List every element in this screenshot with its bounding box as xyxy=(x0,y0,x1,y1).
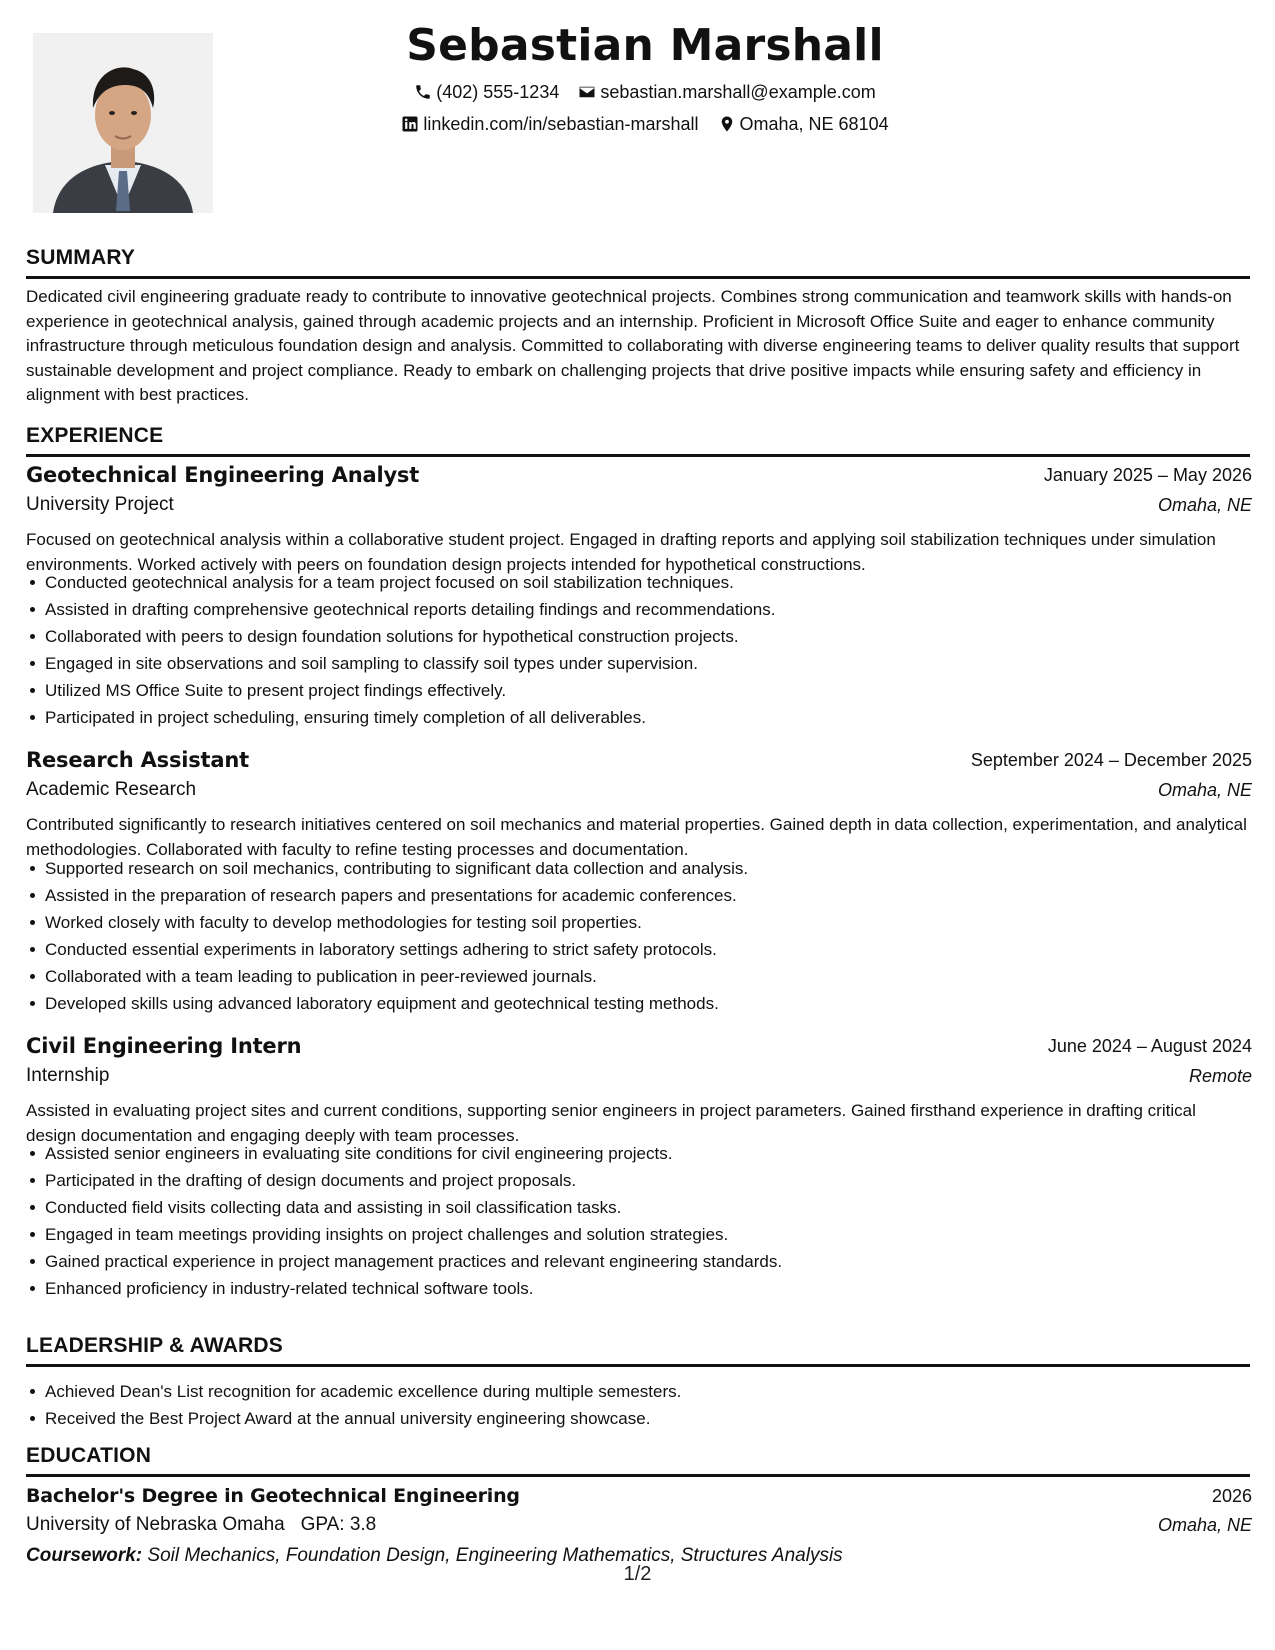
experience-heading: EXPERIENCE xyxy=(26,424,1250,457)
job-location: Omaha, NE xyxy=(1157,495,1252,515)
list-item: Conducted essential experiments in laboratory settings adhering to strict safety protocols. xyxy=(26,936,1250,963)
location-contact xyxy=(718,113,889,135)
job-bullets xyxy=(26,569,1250,731)
job-org: Academic Research xyxy=(26,779,197,800)
school-line xyxy=(26,1514,376,1536)
list-item: Achieved Dean's List recognition for academic excellence during multiple semesters. xyxy=(26,1378,1250,1405)
education-heading: EDUCATION xyxy=(26,1444,1250,1477)
job-org: Internship xyxy=(26,1065,110,1086)
location-text: Omaha, NE 68104 xyxy=(739,114,889,134)
coursework-list: Soil Mechanics, Foundation Design, Engineering Mathematics, Structures Analysis xyxy=(147,1545,843,1566)
job-description: Contributed significantly to research initiatives centered on soil mechanics and material properties. Gained depth in data collection, experimentation, and analytical methodologies. Collaborated with faculty to refine testing processes and documentation. xyxy=(26,815,1247,859)
job-description: Assisted in evaluating project sites and current conditions, supporting senior engineers in project parameters. Gained firsthand experience in drafting critical design documentation and engaging deeply with team processes. xyxy=(26,1101,1196,1145)
list-item: Participated in the drafting of design documents and project proposals. xyxy=(26,1167,1250,1194)
job-dates: January 2025 – May 2026 xyxy=(1043,465,1252,485)
email-text: sebastian.marshall@example.com xyxy=(600,82,876,102)
graduation-year: 2026 xyxy=(1211,1486,1252,1506)
list-item: Worked closely with faculty to develop methodologies for testing soil properties. xyxy=(26,909,1250,936)
job-title: Geotechnical Engineering Analyst xyxy=(26,463,420,487)
list-item: Conducted field visits collecting data and assisting in soil classification tasks. xyxy=(26,1194,1250,1221)
summary-text: Dedicated civil engineering graduate ready to contribute to innovative geotechnical projects. Combines strong communication and teamwork skills with hands-on experience in geotechnical analysis, gained through academic projects and an internship. Proficient in Microsoft Office Suite and eager to enhance community infrastructure through meticulous foundation design and analysis. Committed to collaborating with diverse engineering teams to deliver quality results that support sustainable development and project compliance. Ready to embark on challenging projects that drive positive impacts while ensuring safety and efficiency in alignment with best practices. xyxy=(26,287,1240,404)
map-pin-icon xyxy=(718,115,736,133)
list-item: Received the Best Project Award at the annual university engineering showcase. xyxy=(26,1405,1250,1432)
contact-line-2 xyxy=(0,113,1275,138)
list-item: Collaborated with a team leading to publication in peer-reviewed journals. xyxy=(26,963,1250,990)
list-item: Conducted geotechnical analysis for a team project focused on soil stabilization techniques. xyxy=(26,569,1250,596)
list-item: Assisted in the preparation of research papers and presentations for academic conferences. xyxy=(26,882,1250,909)
linkedin-text: linkedin.com/in/sebastian-marshall xyxy=(423,114,699,134)
job-location: Omaha, NE xyxy=(1157,780,1252,800)
phone-text: (402) 555-1234 xyxy=(436,82,560,102)
list-item: Collaborated with peers to design foundation solutions for hypothetical construction projects. xyxy=(26,623,1250,650)
phone-contact[interactable] xyxy=(414,81,559,103)
job-location: Remote xyxy=(1188,1066,1252,1086)
coursework-label: Coursework: xyxy=(26,1545,143,1566)
list-item: Assisted in drafting comprehensive geotechnical reports detailing findings and recommendations. xyxy=(26,596,1250,623)
list-item: Engaged in site observations and soil sampling to classify soil types under supervision. xyxy=(26,650,1250,677)
job-title: Research Assistant xyxy=(26,748,249,772)
summary-heading: SUMMARY xyxy=(26,246,1250,279)
list-item: Engaged in team meetings providing insights on project challenges and solution strategies. xyxy=(26,1221,1250,1248)
list-item: Supported research on soil mechanics, contributing to significant data collection and analysis. xyxy=(26,855,1250,882)
job-org: University Project xyxy=(26,494,174,515)
list-item: Enhanced proficiency in industry-related technical software tools. xyxy=(26,1275,1250,1302)
job-dates: September 2024 – December 2025 xyxy=(970,750,1252,770)
job-bullets xyxy=(26,1140,1250,1302)
degree-title: Bachelor's Degree in Geotechnical Engineering xyxy=(26,1485,520,1507)
linkedin-icon xyxy=(401,115,419,133)
job-bullets xyxy=(26,855,1250,1017)
school-name: University of Nebraska Omaha xyxy=(26,1514,285,1535)
email-icon xyxy=(578,83,596,101)
linkedin-contact[interactable] xyxy=(401,113,698,135)
candidate-name: Sebastian Marshall xyxy=(406,20,884,71)
leadership-heading: LEADERSHIP & AWARDS xyxy=(26,1334,1250,1367)
job-title: Civil Engineering Intern xyxy=(26,1034,302,1058)
list-item: Utilized MS Office Suite to present project findings effectively. xyxy=(26,677,1250,704)
list-item: Developed skills using advanced laboratory equipment and geotechnical testing methods. xyxy=(26,990,1250,1017)
job-dates: June 2024 – August 2024 xyxy=(1047,1036,1252,1056)
page-number: 1/2 xyxy=(623,1563,652,1585)
list-item: Assisted senior engineers in evaluating site conditions for civil engineering projects. xyxy=(26,1140,1250,1167)
list-item: Participated in project scheduling, ensuring timely completion of all deliverables. xyxy=(26,704,1250,731)
contact-line-1 xyxy=(0,81,1275,106)
job-description: Focused on geotechnical analysis within a collaborative student project. Engaged in drafting reports and applying soil stabilization techniques under simulation environments. Worked actively with peers on foundation design projects intended for hypothetical constructions. xyxy=(26,530,1216,574)
phone-icon xyxy=(414,83,432,101)
leadership-bullets xyxy=(26,1378,1250,1432)
list-item: Gained practical experience in project management practices and relevant engineering standards. xyxy=(26,1248,1250,1275)
gpa: GPA: 3.8 xyxy=(300,1514,377,1535)
school-location: Omaha, NE xyxy=(1157,1515,1252,1535)
email-contact[interactable] xyxy=(578,81,875,103)
